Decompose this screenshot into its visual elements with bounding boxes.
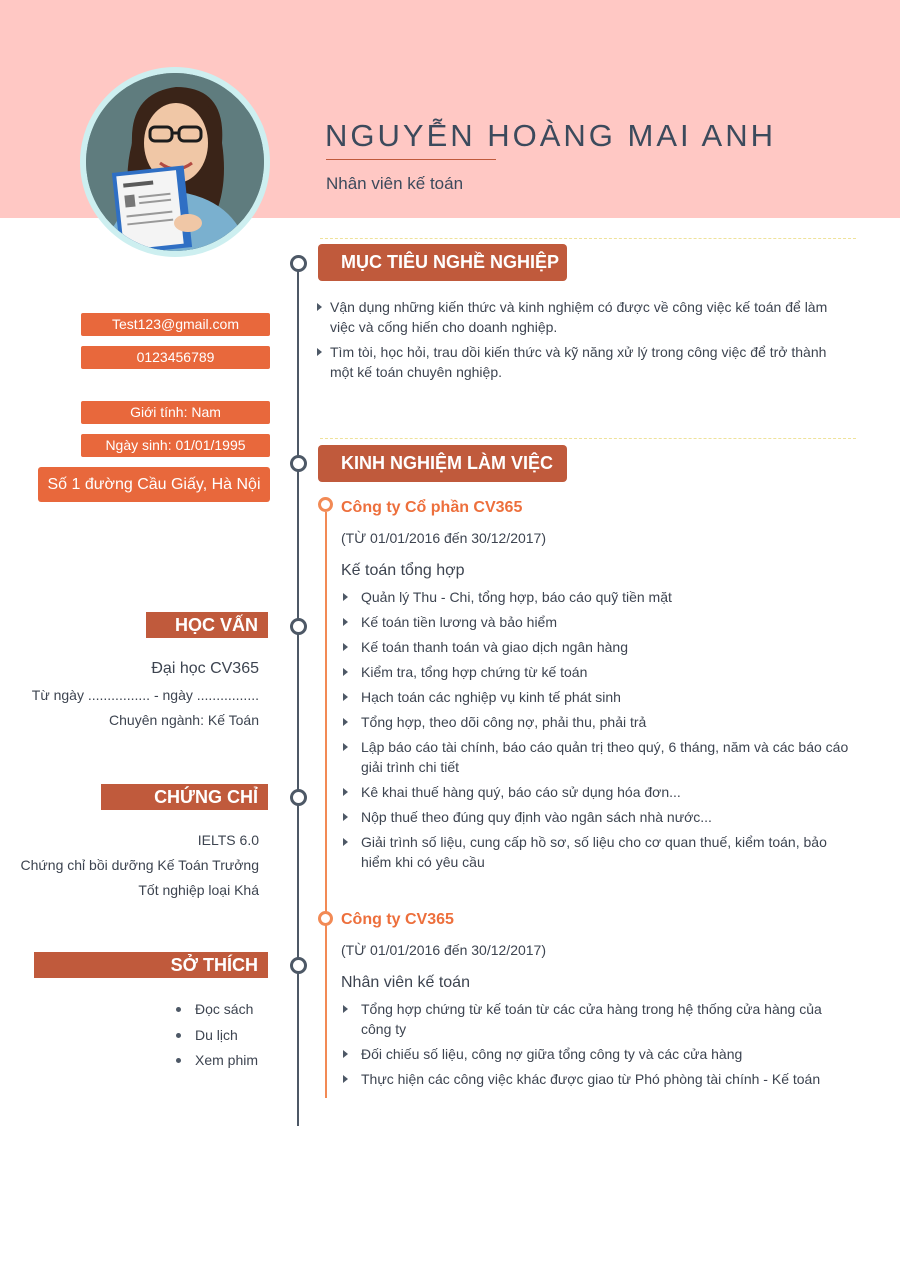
hobbies-heading: SỞ THÍCH [34,952,268,978]
duty-item: Lập báo cáo tài chính, báo cáo quản trị theo quý, 6 tháng, năm và các báo cáo giải trình chi tiết [343,737,853,777]
duty-item: Tổng hợp chứng từ kế toán từ các cửa hàng trong hệ thống cửa hàng của công ty [343,999,853,1039]
education-heading: HỌC VẤN [146,612,268,638]
job-duties [343,587,853,877]
duty-item: Nộp thuế theo đúng quy định vào ngân sách nhà nước... [343,807,853,827]
duty-item: Thực hiện các công việc khác được giao từ Phó phòng tài chính - Kế toán [343,1069,853,1089]
bullet-icon [176,1007,181,1012]
job-title: Nhân viên kế toán [326,174,464,193]
timeline-dot-objective [290,255,307,272]
duty-item: Quản lý Thu - Chi, tổng hợp, báo cáo quỹ tiền mặt [343,587,853,607]
duty-item: Kế toán thanh toán và giao dịch ngân hàng [343,637,853,657]
birthday-badge: Ngày sinh: 01/01/1995 [81,434,270,457]
experience-dot [318,497,333,512]
hobby-item [176,1027,238,1043]
job-duties [343,999,853,1094]
job-role: Kế toán tổng hợp [341,562,465,579]
timeline-dot-experience [290,455,307,472]
duty-item: Kế toán tiền lương và bảo hiểm [343,612,853,632]
job-company: Công ty Cổ phần CV365 [341,499,523,516]
job-role: Nhân viên kế toán [341,974,470,991]
duty-item: Đối chiếu số liệu, công nợ giữa tổng công ty và các cửa hàng [343,1044,853,1064]
hobby-label: Đọc sách [195,1001,254,1017]
duty-item: Kiểm tra, tổng hợp chứng từ kế toán [343,662,853,682]
experience-dot [318,911,333,926]
avatar-photo-icon [86,73,264,251]
candidate-name: NGUYỄN HOÀNG MAI ANH [325,118,776,153]
experience-timeline [325,512,327,1098]
duty-item: Tổng hợp, theo dõi công nợ, phải thu, phải trả [343,712,853,732]
hobby-item [176,1001,253,1017]
duty-item: Kê khai thuế hàng quý, báo cáo sử dụng hóa đơn... [343,782,853,802]
address-badge: Số 1 đường Cầu Giấy, Hà Nội [38,467,270,502]
objective-list [314,297,844,387]
certificates-heading: CHỨNG CHỈ [101,784,268,810]
bullet-icon [176,1058,181,1063]
hobby-label: Xem phim [195,1052,259,1068]
job-period: (TỪ 01/01/2016 đến 30/12/2017) [341,530,546,546]
email-badge[interactable]: Test123@gmail.com [81,313,270,336]
job-company: Công ty CV365 [341,911,454,928]
certificate-item: IELTS 6.0 [197,832,259,848]
gender-badge: Giới tính: Nam [81,401,270,424]
section-divider [320,438,856,439]
objective-item: Tìm tòi, học hỏi, trau dồi kiến thức và kỹ năng xử lý trong công việc để trở thành một kế toán chuyên nghiệp. [314,342,844,382]
certificate-item: Chứng chỉ bồi dưỡng Kế Toán Trưởng [20,857,259,873]
objective-item: Vận dụng những kiến thức và kinh nghiệm có được về công việc kế toán để làm việc và cống hiến cho doanh nghiệp. [314,297,844,337]
timeline-dot-education [290,618,307,635]
hobby-label: Du lịch [195,1027,238,1043]
job-period: (TỪ 01/01/2016 đến 30/12/2017) [341,942,546,958]
section-divider [320,238,856,239]
objective-heading: MỤC TIÊU NGHỀ NGHIỆP [318,244,567,281]
name-underline [326,159,496,160]
experience-heading: KINH NGHIỆM LÀM VIỆC [318,445,567,482]
bullet-icon [176,1033,181,1038]
education-dates: Từ ngày ................ - ngày ................ [31,687,259,703]
education-school: Đại học CV365 [151,660,259,677]
hobby-item [176,1052,258,1068]
timeline-dot-hobbies [290,957,307,974]
phone-badge[interactable]: 0123456789 [81,346,270,369]
timeline-dot-certificates [290,789,307,806]
avatar [86,73,264,251]
main-timeline [297,262,299,1126]
duty-item: Hạch toán các nghiệp vụ kinh tế phát sinh [343,687,853,707]
certificate-item: Tốt nghiệp loại Khá [138,882,259,898]
education-major: Chuyên ngành: Kế Toán [109,712,259,728]
duty-item: Giải trình số liệu, cung cấp hồ sơ, số liệu cho cơ quan thuế, kiểm toán, bảo hiểm khi có yêu cầu [343,832,853,872]
